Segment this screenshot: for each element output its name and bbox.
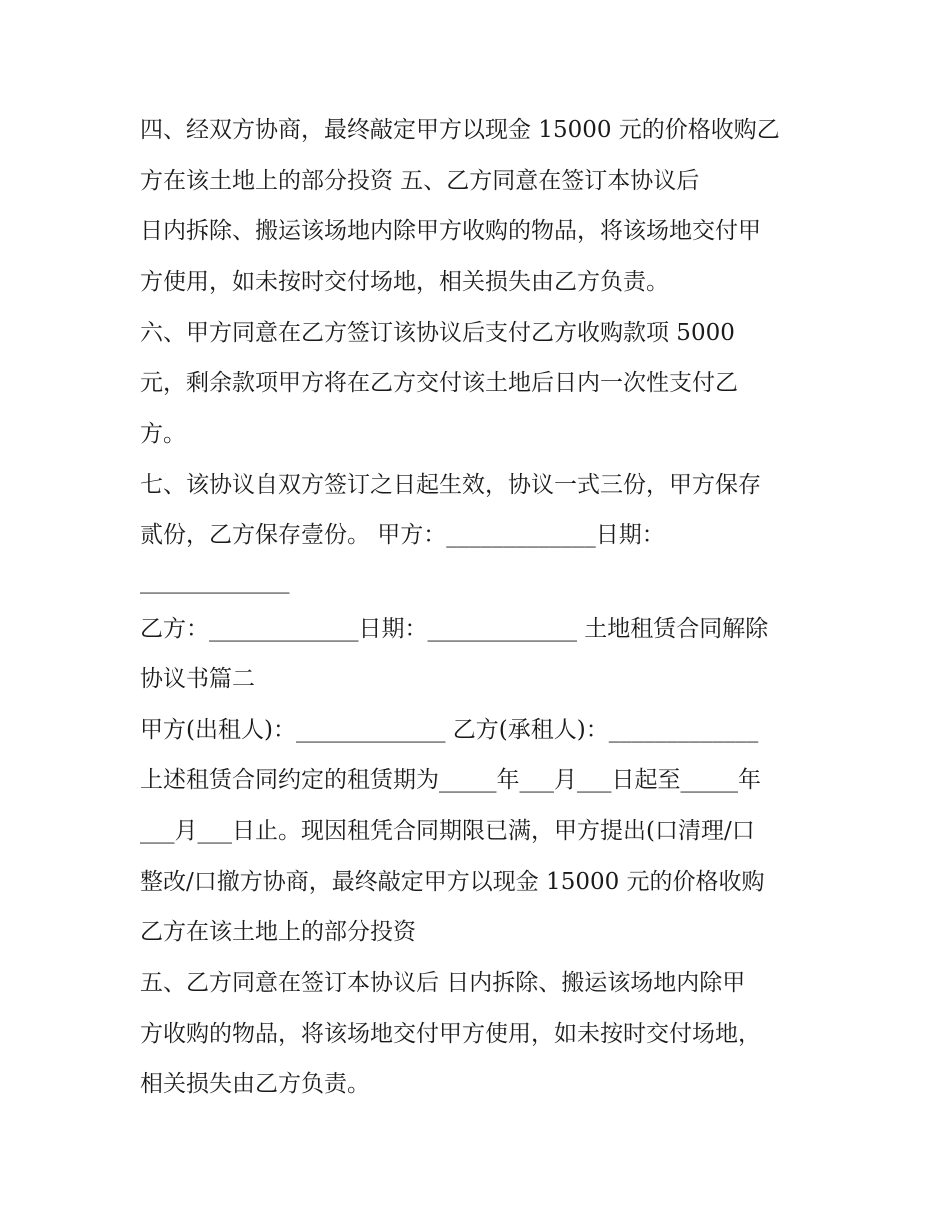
text-line: 贰份，乙方保存壹份。 甲方：_____________日期： <box>140 522 665 548</box>
text-line: 方使用，如未按时交付场地，相关损失由乙方负责。 <box>140 269 669 295</box>
text-line: 四、经双方协商，最终敲定甲方以现金 15000 元的价格收购乙 <box>140 117 780 143</box>
text-line: 乙方在该土地上的部分投资 <box>140 919 416 945</box>
text-line: 方。 <box>140 421 186 447</box>
text-line: 五、乙方同意在签订本协议后 日内拆除、搬运该场地内除甲 <box>140 970 746 996</box>
text-line: 七、该协议自双方签订之日起生效，协议一式三份，甲方保存 <box>140 472 761 498</box>
text-line: 相关损失由乙方负责。 <box>140 1071 370 1097</box>
text-line: 元，剩余款项甲方将在乙方交付该土地后日内一次性支付乙 <box>140 370 738 396</box>
text-line: 上述租赁合同约定的租赁期为_____年___月___日起至_____年 <box>140 767 761 793</box>
text-line: 协议书篇二 <box>140 666 255 692</box>
text-line: 乙方：_____________日期：_____________ 土地租赁合同解除 <box>140 616 769 642</box>
text-line: 六、甲方同意在乙方签订该协议后支付乙方收购款项 5000 <box>140 320 735 346</box>
text-line: 方收购的物品，将该场地交付甲方使用，如未按时交付场地， <box>140 1021 761 1047</box>
text-line: 甲方(出租人)：_____________ 乙方(承租人)：_____________ <box>140 717 759 743</box>
text-line: 方在该土地上的部分投资 五、乙方同意在签订本协议后 <box>140 168 700 194</box>
text-line: 日内拆除、搬运该场地内除甲方收购的物品，将该场地交付甲 <box>140 218 761 244</box>
text-line: ___月___日止。现因租凭合同期限已满，甲方提出(口清理/口 <box>140 818 755 844</box>
text-line: _____________ <box>140 568 290 594</box>
text-line: 整改/口撤方协商，最终敲定甲方以现金 15000 元的价格收购 <box>140 869 765 895</box>
